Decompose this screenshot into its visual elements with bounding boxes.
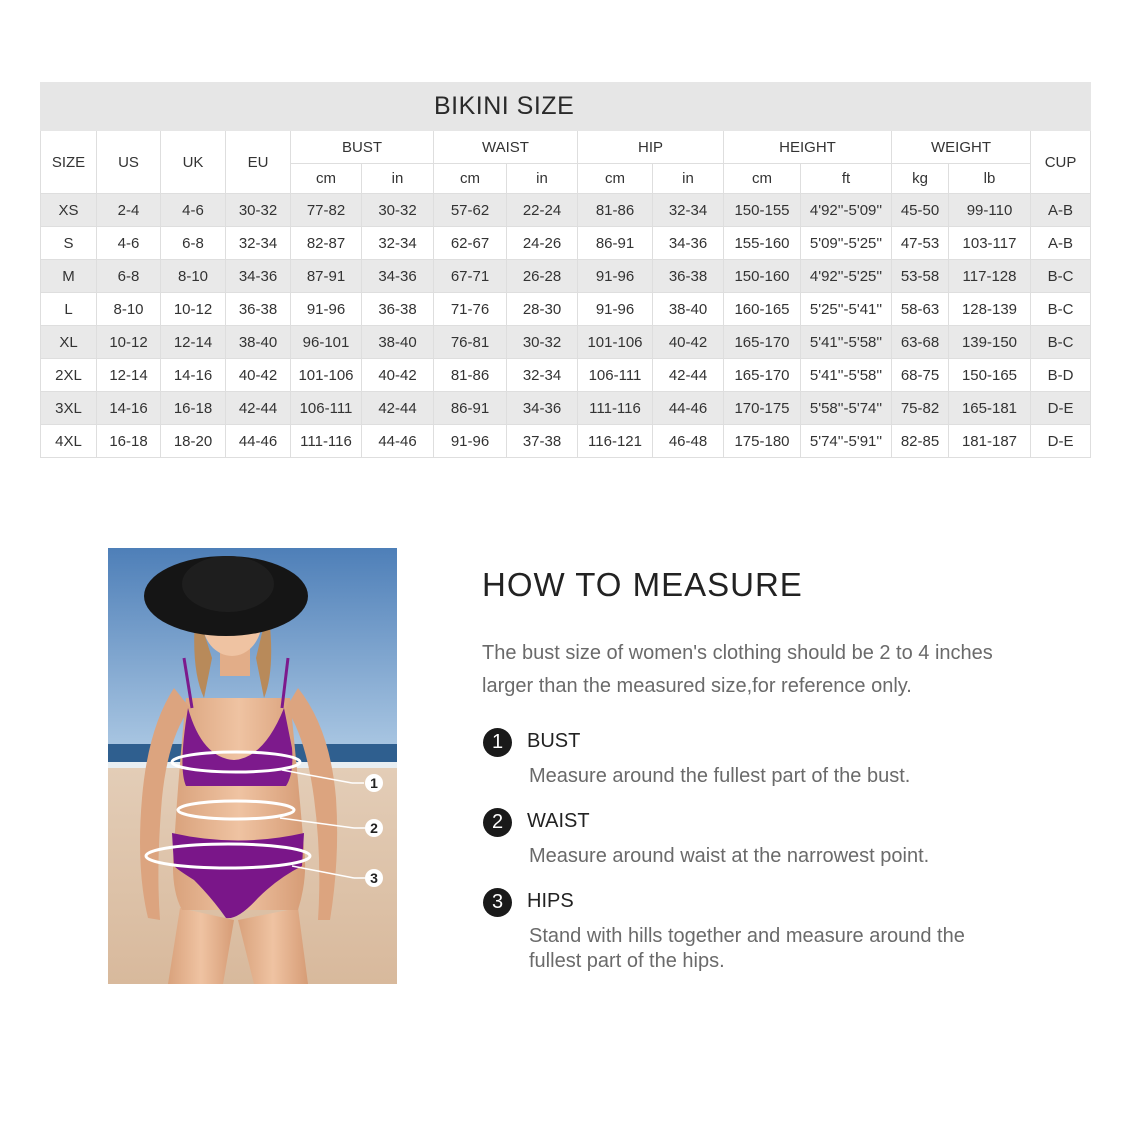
table-cell: 47-53 <box>892 227 949 260</box>
table-cell: 175-180 <box>724 425 801 458</box>
table-cell: 32-34 <box>507 359 578 392</box>
table-cell: 165-170 <box>724 326 801 359</box>
table-cell: 68-75 <box>892 359 949 392</box>
table-cell: 63-68 <box>892 326 949 359</box>
table-cell: 150-155 <box>724 194 801 227</box>
table-cell: 4'92''-5'09'' <box>801 194 892 227</box>
size-chart-table <box>40 82 1091 458</box>
table-cell: 106-111 <box>578 359 653 392</box>
table-row <box>41 260 1091 293</box>
table-cell: 87-91 <box>291 260 362 293</box>
table-cell: 91-96 <box>578 293 653 326</box>
table-cell: B-C <box>1031 293 1091 326</box>
measure-title: HOW TO MEASURE <box>482 566 803 603</box>
table-cell: 111-116 <box>291 425 362 458</box>
table-cell: 99-110 <box>949 194 1031 227</box>
svg-text:1: 1 <box>370 775 378 791</box>
table-row <box>41 326 1091 359</box>
table-cell: 40-42 <box>653 326 724 359</box>
table-cell: 77-82 <box>291 194 362 227</box>
table-cell: 58-63 <box>892 293 949 326</box>
table-cell: 165-181 <box>949 392 1031 425</box>
table-cell: 150-165 <box>949 359 1031 392</box>
table-cell: 28-30 <box>507 293 578 326</box>
table-cell: B-D <box>1031 359 1091 392</box>
marker-2 <box>365 819 383 837</box>
table-cell: 5'09''-5'25'' <box>801 227 892 260</box>
table-cell: 57-62 <box>434 194 507 227</box>
table-cell: 24-26 <box>507 227 578 260</box>
table-cell: 103-117 <box>949 227 1031 260</box>
step-label: HIPS <box>527 890 574 912</box>
table-cell: 44-46 <box>653 392 724 425</box>
table-cell: M <box>41 260 97 293</box>
table-cell: 32-34 <box>362 227 434 260</box>
table-cell: 42-44 <box>362 392 434 425</box>
table-cell: 111-116 <box>578 392 653 425</box>
table-cell: 14-16 <box>161 359 226 392</box>
svg-text:3: 3 <box>370 870 378 886</box>
step-number-badge: 1 <box>483 728 512 757</box>
table-cell: 38-40 <box>362 326 434 359</box>
table-cell: 46-48 <box>653 425 724 458</box>
marker-3 <box>365 869 383 887</box>
table-cell: 26-28 <box>507 260 578 293</box>
table-cell: 44-46 <box>226 425 291 458</box>
table-cell: 37-38 <box>507 425 578 458</box>
step-description: Stand with hills together and measure around the fullest part of the hips. <box>529 925 965 972</box>
table-cell: 82-85 <box>892 425 949 458</box>
table-cell: 14-16 <box>97 392 161 425</box>
header-uk: UK <box>161 131 226 194</box>
model-photo <box>108 548 397 984</box>
table-cell: 82-87 <box>291 227 362 260</box>
step-label: BUST <box>527 730 581 752</box>
table-cell: D-E <box>1031 392 1091 425</box>
table-cell: 6-8 <box>97 260 161 293</box>
step-description: Measure around waist at the narrowest point. <box>529 845 930 867</box>
table-cell: 36-38 <box>653 260 724 293</box>
table-cell: 10-12 <box>97 326 161 359</box>
header-weight: WEIGHT <box>892 131 1031 164</box>
table-cell: 8-10 <box>161 260 226 293</box>
table-cell: 75-82 <box>892 392 949 425</box>
subheader-weight-kg: kg <box>892 164 949 194</box>
table-cell: 5'41''-5'58'' <box>801 359 892 392</box>
table-cell: 4'92''-5'25'' <box>801 260 892 293</box>
table-cell: B-C <box>1031 260 1091 293</box>
table-cell: 106-111 <box>291 392 362 425</box>
table-cell: 40-42 <box>362 359 434 392</box>
table-cell: 12-14 <box>161 326 226 359</box>
table-cell: 128-139 <box>949 293 1031 326</box>
table-cell: 160-165 <box>724 293 801 326</box>
table-cell: S <box>41 227 97 260</box>
table-cell: 5'25''-5'41'' <box>801 293 892 326</box>
table-cell: 5'74''-5'91'' <box>801 425 892 458</box>
table-cell: 117-128 <box>949 260 1031 293</box>
table-cell: 86-91 <box>434 392 507 425</box>
header-size: SIZE <box>41 131 97 194</box>
subheader-hip-in: in <box>653 164 724 194</box>
table-cell: 2-4 <box>97 194 161 227</box>
table-cell: 38-40 <box>653 293 724 326</box>
table-cell: 81-86 <box>578 194 653 227</box>
table-cell: 3XL <box>41 392 97 425</box>
table-cell: 2XL <box>41 359 97 392</box>
table-cell: 5'58''-5'74'' <box>801 392 892 425</box>
table-cell: 16-18 <box>97 425 161 458</box>
table-cell: 53-58 <box>892 260 949 293</box>
table-cell: 30-32 <box>362 194 434 227</box>
table-cell: 181-187 <box>949 425 1031 458</box>
table-cell: 91-96 <box>578 260 653 293</box>
subheader-weight-lb: lb <box>949 164 1031 194</box>
header-bust: BUST <box>291 131 434 164</box>
table-cell: 139-150 <box>949 326 1031 359</box>
svg-text:2: 2 <box>370 820 378 836</box>
table-cell: 34-36 <box>653 227 724 260</box>
table-cell: L <box>41 293 97 326</box>
table-cell: XL <box>41 326 97 359</box>
step-label: WAIST <box>527 810 590 832</box>
table-cell: 91-96 <box>434 425 507 458</box>
table-cell: 32-34 <box>226 227 291 260</box>
table-row <box>41 392 1091 425</box>
table-cell: 101-106 <box>291 359 362 392</box>
table-cell: 40-42 <box>226 359 291 392</box>
step-number-badge: 2 <box>483 808 512 837</box>
subheader-waist-in: in <box>507 164 578 194</box>
table-cell: 4-6 <box>97 227 161 260</box>
table-cell: 44-46 <box>362 425 434 458</box>
table-cell: 116-121 <box>578 425 653 458</box>
table-row <box>41 293 1091 326</box>
header-height: HEIGHT <box>724 131 892 164</box>
table-row <box>41 359 1091 392</box>
table-cell: 170-175 <box>724 392 801 425</box>
model-illustration <box>108 548 397 984</box>
table-cell: 22-24 <box>507 194 578 227</box>
table-cell: 101-106 <box>578 326 653 359</box>
header-eu: EU <box>226 131 291 194</box>
table-cell: 165-170 <box>724 359 801 392</box>
table-cell: XS <box>41 194 97 227</box>
header-us: US <box>97 131 161 194</box>
table-cell: A-B <box>1031 194 1091 227</box>
table-cell: 16-18 <box>161 392 226 425</box>
table-cell: A-B <box>1031 227 1091 260</box>
table-cell: 18-20 <box>161 425 226 458</box>
subheader-bust-in: in <box>362 164 434 194</box>
table-row <box>41 425 1091 458</box>
table-cell: B-C <box>1031 326 1091 359</box>
table-cell: 76-81 <box>434 326 507 359</box>
step-description: Measure around the fullest part of the bust. <box>529 765 911 787</box>
table-cell: 67-71 <box>434 260 507 293</box>
table-cell: 30-32 <box>507 326 578 359</box>
table-cell: 42-44 <box>226 392 291 425</box>
table-cell: 34-36 <box>362 260 434 293</box>
subheader-height-cm: cm <box>724 164 801 194</box>
table-cell: 8-10 <box>97 293 161 326</box>
table-cell: 4XL <box>41 425 97 458</box>
header-hip: HIP <box>578 131 724 164</box>
subheader-waist-cm: cm <box>434 164 507 194</box>
table-row <box>41 194 1091 227</box>
table-cell: 38-40 <box>226 326 291 359</box>
table-cell: 96-101 <box>291 326 362 359</box>
size-table-body <box>41 194 1091 458</box>
table-cell: 150-160 <box>724 260 801 293</box>
table-cell: 30-32 <box>226 194 291 227</box>
table-cell: 155-160 <box>724 227 801 260</box>
marker-1 <box>365 774 383 792</box>
table-cell: 42-44 <box>653 359 724 392</box>
table-cell: 86-91 <box>578 227 653 260</box>
table-cell: 34-36 <box>507 392 578 425</box>
table-cell: 5'41''-5'58'' <box>801 326 892 359</box>
table-cell: D-E <box>1031 425 1091 458</box>
table-cell: 45-50 <box>892 194 949 227</box>
table-cell: 62-67 <box>434 227 507 260</box>
subheader-hip-cm: cm <box>578 164 653 194</box>
table-cell: 32-34 <box>653 194 724 227</box>
table-cell: 10-12 <box>161 293 226 326</box>
table-cell: 36-38 <box>226 293 291 326</box>
subheader-bust-cm: cm <box>291 164 362 194</box>
table-cell: 34-36 <box>226 260 291 293</box>
step-number-badge: 3 <box>483 888 512 917</box>
table-cell: 12-14 <box>97 359 161 392</box>
table-cell: 6-8 <box>161 227 226 260</box>
table-cell: 71-76 <box>434 293 507 326</box>
table-cell: 36-38 <box>362 293 434 326</box>
table-cell: 81-86 <box>434 359 507 392</box>
measure-intro: The bust size of women's clothing should be 2 to 4 inches larger than the measured size,for reference only. <box>482 642 993 697</box>
table-cell: 91-96 <box>291 293 362 326</box>
header-cup: CUP <box>1031 131 1091 194</box>
table-title: BIKINI SIZE <box>41 83 1091 131</box>
subheader-height-ft: ft <box>801 164 892 194</box>
table-row <box>41 227 1091 260</box>
header-waist: WAIST <box>434 131 578 164</box>
table-cell: 4-6 <box>161 194 226 227</box>
